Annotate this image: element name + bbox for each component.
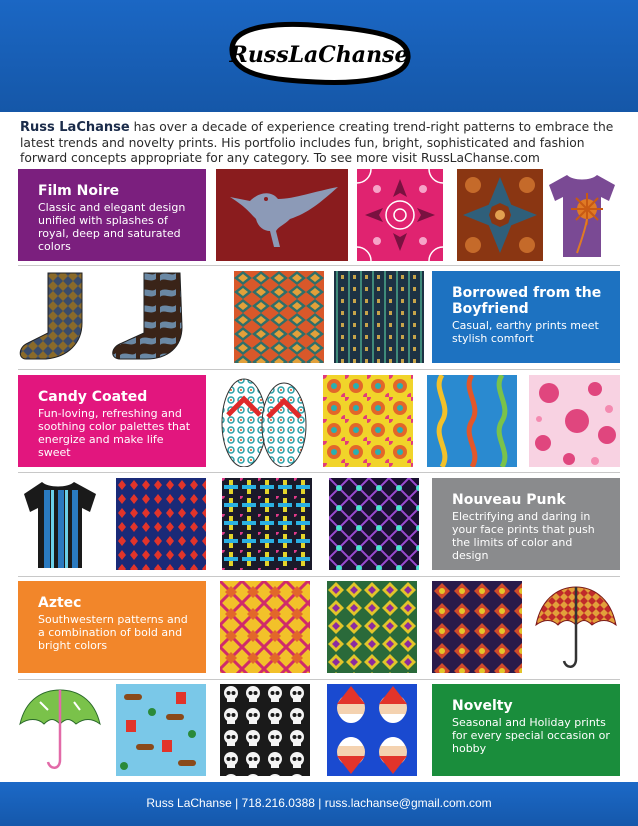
tshirt-icon — [545, 169, 620, 261]
pattern-lattice-purple[interactable] — [329, 478, 419, 570]
category-film-noire[interactable] — [18, 169, 206, 261]
tshirt-icon — [18, 478, 102, 570]
header-banner — [0, 0, 638, 112]
row-film-noire — [18, 169, 620, 261]
flipflops[interactable] — [216, 375, 312, 467]
category-desc: Southwestern patterns and a combination of bold and bright colors — [38, 613, 188, 652]
pattern-stripe-navy[interactable] — [334, 271, 424, 363]
tshirt-floral[interactable] — [545, 169, 620, 261]
category-novelty[interactable] — [432, 684, 620, 776]
pattern-aztec-purple[interactable] — [432, 581, 522, 673]
pattern-aztec-green[interactable] — [327, 581, 417, 673]
logo-text: RussLaChanse — [229, 42, 409, 68]
category-desc: Fun-loving, refreshing and soothing color palettes that energize and make life sweet — [38, 407, 191, 459]
category-title: Candy Coated — [38, 389, 148, 405]
umbrella-icon — [18, 684, 102, 776]
logo — [224, 18, 414, 90]
intro-text: has over a decade of experience creating trend-right patterns to embrace the latest trends and novelty prints. His portfolio includes fun, bright, sophisticated and fashion forward concepts appropriate for any category. To see more visit RussLaChanse.com — [20, 120, 614, 165]
row-aztec — [18, 581, 620, 673]
footer-banner — [0, 782, 638, 826]
category-desc: Classic and elegant design unified with splashes of royal, deep and saturated colors — [38, 201, 186, 253]
socks-pair[interactable] — [18, 271, 218, 363]
flipflop-icon — [216, 375, 312, 467]
pattern-diamond-navy[interactable] — [116, 478, 206, 570]
pattern-kaleidoscope-brown[interactable] — [457, 169, 543, 261]
category-title: Film Noire — [38, 183, 120, 199]
pattern-bird[interactable] — [216, 169, 348, 261]
umbrella-aztec[interactable] — [532, 581, 620, 673]
tshirt-stripes[interactable] — [18, 478, 102, 570]
pattern-kaleidoscope-pink[interactable] — [357, 169, 443, 261]
pattern-waves-blue[interactable] — [427, 375, 517, 467]
divider — [18, 679, 620, 680]
category-nouveau-punk[interactable] — [432, 478, 620, 570]
category-title: Nouveau Punk — [452, 492, 566, 508]
umbrella-icon — [532, 581, 620, 673]
intro-name: Russ LaChanse — [20, 120, 130, 135]
row-novelty — [18, 684, 620, 776]
category-boyfriend[interactable] — [432, 271, 620, 363]
pattern-argyle-orange[interactable] — [234, 271, 324, 363]
category-desc: Casual, earthy prints meet stylish comfort — [452, 319, 599, 345]
divider — [18, 265, 620, 266]
category-title: Borrowed from the Boyfriend — [452, 285, 602, 317]
category-title: Aztec — [38, 595, 82, 611]
category-candy-coated[interactable] — [18, 375, 206, 467]
pattern-flowers-yellow[interactable] — [323, 375, 413, 467]
sock-icon — [18, 271, 218, 363]
category-desc: Electrifying and daring in your face prints that push the limits of color and design — [452, 510, 595, 562]
pattern-skulls[interactable] — [220, 684, 310, 776]
pattern-dots-pink[interactable] — [529, 375, 620, 467]
divider — [18, 472, 620, 473]
pattern-santa[interactable] — [327, 684, 417, 776]
category-desc: Seasonal and Holiday prints for every special occasion or hobby — [452, 716, 610, 755]
intro-paragraph — [20, 120, 624, 167]
pattern-dogs[interactable] — [116, 684, 206, 776]
category-title: Novelty — [452, 698, 513, 714]
row-nouveau-punk — [18, 478, 620, 570]
divider — [18, 369, 620, 370]
category-aztec[interactable] — [18, 581, 206, 673]
row-candy-coated — [18, 375, 620, 467]
footer-contact: Russ LaChanse | 718.216.0388 | russ.lachanse@gmail.com.com — [146, 796, 492, 810]
umbrella-cocktail[interactable] — [18, 684, 102, 776]
pattern-cross-neon[interactable] — [222, 478, 312, 570]
divider — [18, 576, 620, 577]
row-boyfriend — [18, 271, 620, 363]
pattern-aztec-yellow[interactable] — [220, 581, 310, 673]
bird-icon — [216, 169, 348, 261]
